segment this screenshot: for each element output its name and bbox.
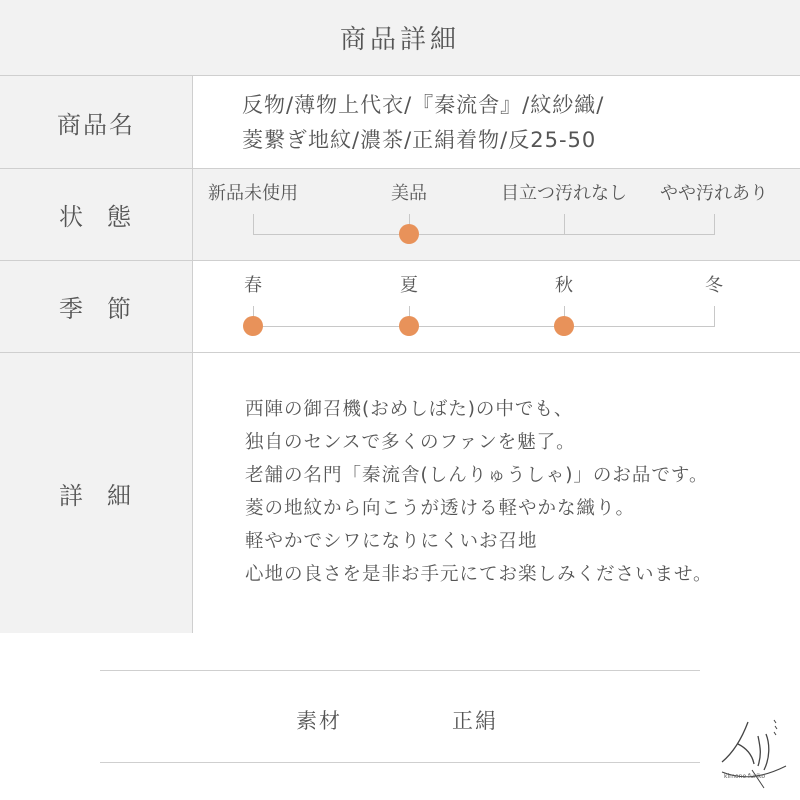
details-line: 独自のセンスで多くのファンを魅了。: [245, 432, 576, 453]
condition-row: [0, 169, 800, 261]
details-text: [245, 393, 712, 591]
season-selected-marker: [399, 316, 419, 336]
material-value: 正絹: [452, 709, 498, 733]
season-label-char: 季: [59, 295, 85, 323]
season-scale-tick: [714, 306, 715, 327]
condition-scale-tick: [714, 214, 715, 235]
condition-level-label: 新品未使用: [208, 183, 298, 204]
product-name-label: [0, 76, 193, 168]
condition-level-label: やや汚れあり: [660, 183, 768, 204]
season-scale-line: [253, 326, 714, 327]
season-scale: [0, 261, 800, 352]
condition-selected-marker: [399, 224, 419, 244]
season-level-label: 秋: [555, 275, 573, 296]
product-name-row: [0, 76, 800, 169]
condition-scale: [0, 169, 800, 260]
details-label: [0, 353, 193, 633]
condition-scale-tick: [564, 214, 565, 235]
product-name-value: [242, 88, 604, 158]
brand-logo: [712, 714, 792, 789]
condition-label-char: 状: [59, 203, 85, 231]
season-level-label: 冬: [705, 275, 723, 296]
divider: [100, 762, 700, 763]
condition-scale-line: [253, 234, 714, 235]
season-level-label: 夏: [400, 275, 418, 296]
logo-text: kimono furiko: [724, 773, 766, 780]
condition-label-char: 態: [107, 203, 133, 231]
details-line: 軽やかでシワになりにくいお召地: [245, 531, 538, 552]
divider: [100, 670, 700, 671]
product-name-line: 菱繋ぎ地紋/濃茶/正絹着物/反25-50: [242, 128, 597, 152]
season-label-char: 節: [107, 295, 133, 323]
season-selected-marker: [243, 316, 263, 336]
details-line: 老舗の名門「秦流舎(しんりゅうしゃ)」のお品です。: [245, 465, 709, 486]
page-title: [0, 0, 800, 76]
details-label-char: 詳: [59, 481, 85, 510]
page-title-text: 商品詳細: [339, 25, 460, 55]
season-level-label: 春: [244, 275, 262, 296]
condition-scale-tick: [253, 214, 254, 235]
condition-level-label: 目立つ汚れなし: [501, 183, 627, 204]
season-row: [0, 261, 800, 353]
details-line: 菱の地紋から向こうが透ける軽やかな織り。: [245, 498, 636, 519]
details-label-char: 細: [107, 481, 133, 510]
product-name-label-text: 商品名: [57, 110, 135, 139]
season-selected-marker: [554, 316, 574, 336]
details-row: [0, 353, 800, 633]
material-label: 素材: [296, 709, 342, 733]
condition-level-label: 美品: [391, 183, 427, 204]
product-name-line: 反物/薄物上代衣/『秦流舎』/紋紗織/: [242, 93, 605, 117]
details-line: 心地の良さを是非お手元にてお楽しみくださいませ。: [245, 564, 713, 585]
details-line: 西陣の御召機(おめしばた)の中でも、: [245, 399, 574, 420]
